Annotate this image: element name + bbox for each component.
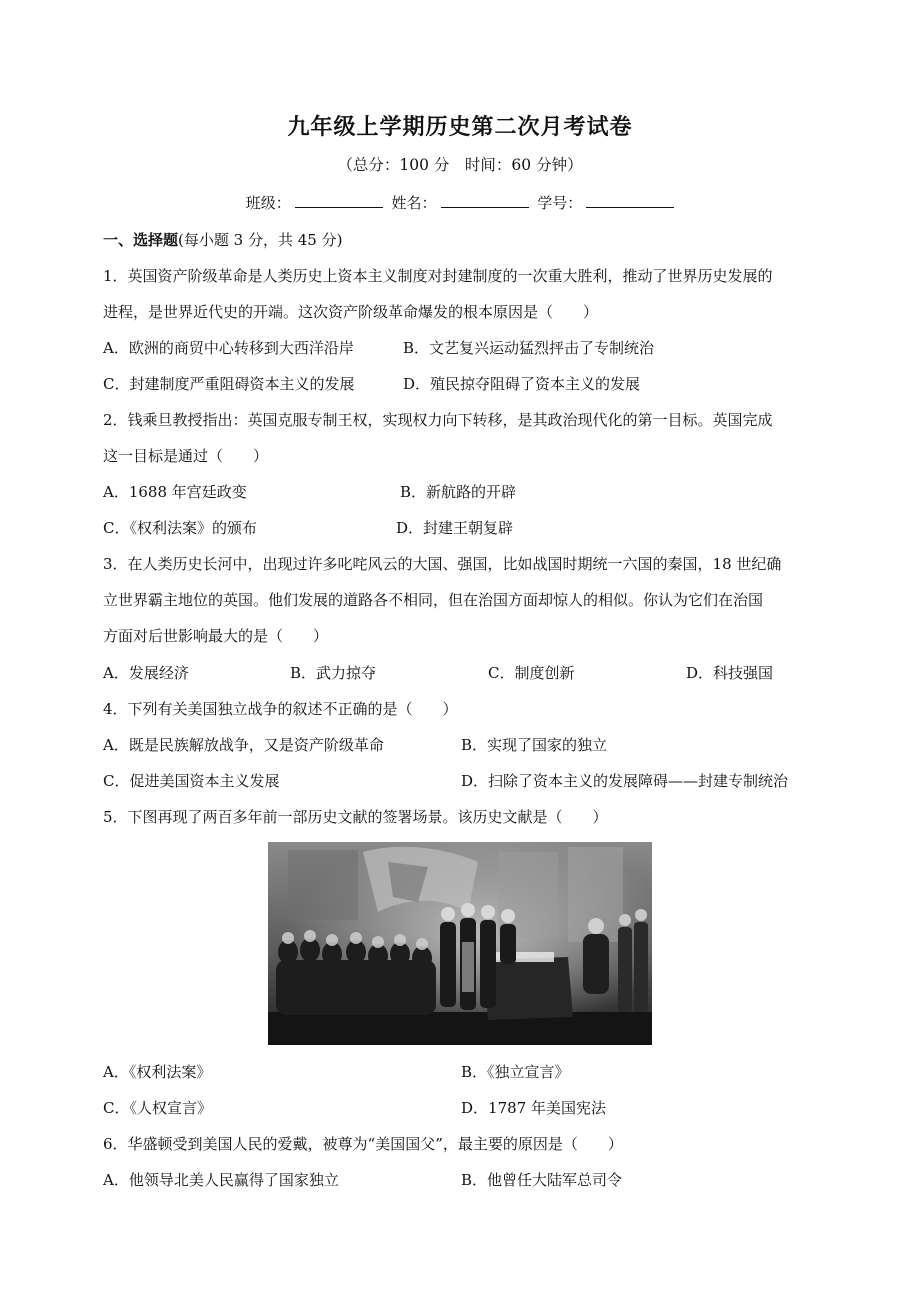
q3-stem-line-1: 3．在人类历史长河中，出现过许多叱咤风云的大国、强国，比如战国时期统一六国的秦国，18 世纪确 bbox=[103, 555, 782, 573]
q6-option-b: B．他曾任大陆军总司令 bbox=[461, 1171, 623, 1189]
class-label: 班级： bbox=[245, 194, 291, 212]
q1-stem-line-1: 1．英国资产阶级革命是人类历史上资本主义制度对封建制度的一次重大胜利，推动了世界历史发展的 bbox=[103, 267, 773, 285]
q3-option-a: A．发展经济 bbox=[103, 664, 189, 682]
q2-stem-line-1: 2．钱乘旦教授指出：英国克服专制王权，实现权力向下转移，是其政治现代化的第一目标。英国完成 bbox=[103, 411, 773, 429]
q1-option-b: B．文艺复兴运动猛烈抨击了专制统治 bbox=[403, 339, 655, 357]
q3-stem-line-3: 方面对后世影响最大的是（ ） bbox=[103, 627, 329, 645]
painting-illustration bbox=[268, 842, 652, 1045]
q3-option-d: D．科技强国 bbox=[686, 664, 774, 682]
q4-stem-line-1: 4．下列有关美国独立战争的叙述不正确的是（ ） bbox=[103, 700, 458, 718]
q5-option-a: A．《权利法案》 bbox=[103, 1063, 212, 1081]
page-title: 九年级上学期历史第二次月考试卷 bbox=[287, 114, 633, 140]
q6-option-a: A．他领导北美人民赢得了国家独立 bbox=[103, 1171, 339, 1189]
q4-option-b: B．实现了国家的独立 bbox=[461, 736, 608, 754]
q5-option-d: D．1787 年美国宪法 bbox=[461, 1099, 606, 1117]
section-heading-note: (每小题 3 分，共 45 分) bbox=[178, 231, 343, 249]
id-blank bbox=[586, 193, 674, 208]
q3-option-c: C．制度创新 bbox=[488, 664, 575, 682]
q6-stem-line-1: 6．华盛顿受到美国人民的爱戴，被尊为“美国国父”，最主要的原因是（ ） bbox=[103, 1135, 623, 1153]
q5-stem-line-1: 5．下图再现了两百多年前一部历史文献的签署场景。该历史文献是（ ） bbox=[103, 808, 608, 826]
q1-option-d: D．殖民掠夺阻碍了资本主义的发展 bbox=[403, 375, 641, 393]
student-info-row bbox=[0, 192, 920, 213]
q1-option-a: A．欧洲的商贸中心转移到大西洋沿岸 bbox=[103, 339, 354, 357]
q2-option-d: D．封建王朝复辟 bbox=[396, 519, 514, 537]
class-blank bbox=[295, 193, 383, 208]
q1-stem-line-2: 进程，是世界近代史的开端。这次资产阶级革命爆发的根本原因是（ ） bbox=[103, 303, 599, 321]
q3-stem-line-2: 立世界霸主地位的英国。他们发展的道路各不相同，但在治国方面却惊人的相似。你认为它们在治国 bbox=[103, 591, 764, 609]
declaration-signing-painting bbox=[268, 842, 652, 1045]
q4-option-d: D．扫除了资本主义的发展障碍——封建专制统治 bbox=[461, 772, 789, 790]
id-label: 学号： bbox=[537, 194, 583, 212]
exam-subtitle: （总分：100 分 时间：60 分钟） bbox=[337, 156, 583, 174]
q4-option-c: C．促进美国资本主义发展 bbox=[103, 772, 280, 790]
q2-option-a: A．1688 年宫廷政变 bbox=[103, 483, 247, 501]
q5-option-b: B．《独立宣言》 bbox=[461, 1063, 570, 1081]
q2-stem-line-2: 这一目标是通过（ ） bbox=[103, 447, 269, 465]
section-heading-text: 一、选择题 bbox=[103, 231, 179, 249]
q5-option-c: C．《人权宣言》 bbox=[103, 1099, 212, 1117]
q3-option-b: B．武力掠夺 bbox=[290, 664, 377, 682]
q2-option-b: B．新航路的开辟 bbox=[400, 483, 517, 501]
name-label: 姓名： bbox=[391, 194, 437, 212]
q4-option-a: A．既是民族解放战争，又是资产阶级革命 bbox=[103, 736, 384, 754]
name-blank bbox=[441, 193, 529, 208]
q2-option-c: C．《权利法案》的颁布 bbox=[103, 519, 257, 537]
q1-option-c: C．封建制度严重阻碍资本主义的发展 bbox=[103, 375, 355, 393]
section-heading bbox=[103, 230, 342, 250]
